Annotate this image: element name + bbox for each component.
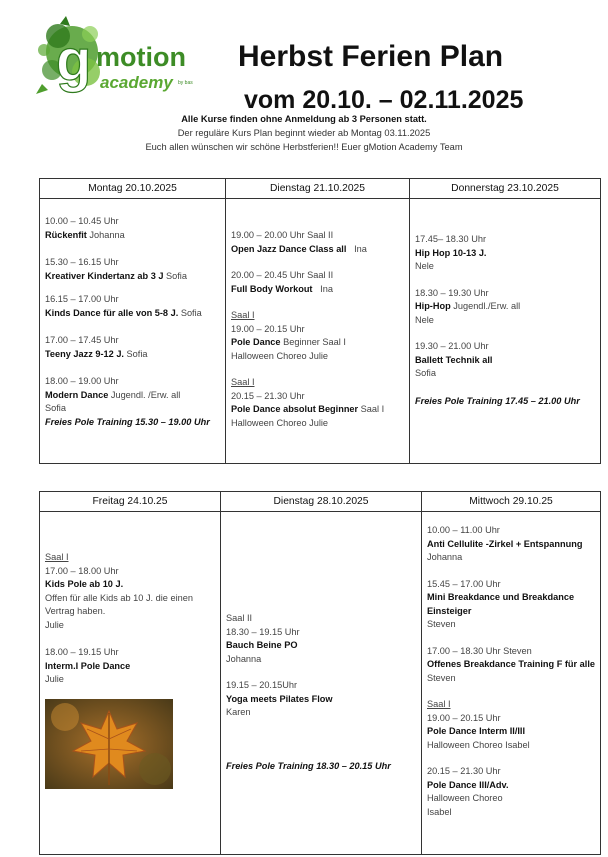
logo-sub: academy <box>100 73 173 92</box>
room: Saal I <box>427 699 451 709</box>
class-name: Pole Dance III/Adv. <box>427 779 509 790</box>
time: 10.00 – 10.45 Uhr <box>45 216 119 226</box>
time: 18.00 – 19.15 Uhr <box>45 647 119 657</box>
trainer: Steven <box>427 672 456 683</box>
room: Saal I <box>231 310 255 320</box>
free-pole-training: Freies Pole Training 15.30 – 19.00 Uhr <box>45 416 210 427</box>
class-name: Open Jazz Dance Class all <box>231 243 347 254</box>
time: 19.00 – 20.15 Uhr <box>231 323 305 334</box>
trainer: Isabel <box>427 806 452 817</box>
header-tuesday: Dienstag 21.10.2025 <box>226 179 410 199</box>
logo-word: motion <box>96 42 186 72</box>
time: 17.00 – 18.30 Uhr Steven <box>427 645 532 656</box>
class-name: Full Body Workout <box>231 283 313 294</box>
note: Halloween Choreo <box>427 793 503 803</box>
trainer: Sofia <box>124 348 148 359</box>
class-name: Pole Dance <box>231 337 281 347</box>
header-thursday: Donnerstag 23.10.2025 <box>410 179 601 199</box>
time: 16.15 – 17.00 Uhr <box>45 294 119 304</box>
free-pole-training: Freies Pole Training 17.45 – 21.00 Uhr <box>415 395 580 406</box>
trainer: Nele <box>415 261 434 271</box>
trainer: Ina <box>346 243 367 254</box>
time: 19.30 – 21.00 Uhr <box>415 341 489 351</box>
gmotion-academy-logo <box>30 14 200 106</box>
time: 17.00 – 17.45 Uhr <box>45 335 119 345</box>
class-name: Rückenfit <box>45 229 87 240</box>
class-name: Kids Pole ab 10 J. <box>45 579 124 589</box>
time: 15.45 – 17.00 Uhr <box>427 578 501 589</box>
class-name: Ballett Technik all <box>415 354 493 365</box>
room: Saal I <box>45 552 69 562</box>
monday-cell <box>40 199 226 464</box>
trainer: Sofia <box>178 307 202 318</box>
schedule-table-week2 <box>39 491 601 855</box>
note: Halloween Choreo Isabel <box>427 739 530 750</box>
autumn-leaf-image <box>45 699 173 789</box>
trainer: Sofia <box>163 270 187 281</box>
time: 17.00 – 18.00 Uhr <box>45 565 119 576</box>
thursday-cell <box>410 199 601 464</box>
trainer: Nele <box>415 314 434 325</box>
header-tuesday-2: Dienstag 28.10.2025 <box>221 492 422 512</box>
note: Halloween Choreo Julie <box>231 417 329 428</box>
trainer: Ina <box>312 283 333 294</box>
header-monday: Montag 20.10.2025 <box>40 179 226 199</box>
intro-line-3: Euch allen wünschen wir schöne Herbstferien!! Euer gMotion Academy Team <box>145 142 463 152</box>
page-title: Herbst Ferien Plan <box>238 40 504 73</box>
class-name: Modern Dance <box>45 389 109 400</box>
schedule-table-week1 <box>39 178 601 464</box>
time: 19.00 – 20.00 Uhr Saal II <box>231 230 334 240</box>
class-name: Anti Cellulite -Zirkel + Entspannung <box>427 538 583 549</box>
class-name: Kinds Dance für alle von 5-8 J. <box>45 307 179 318</box>
trainer: Julie <box>45 619 64 630</box>
intro-line-1: Alle Kurse finden ohne Anmeldung ab 3 Personen statt. <box>181 114 427 124</box>
note: Offen für alle Kids ab 10 J. die einen Vertrag haben. <box>45 592 193 616</box>
trainer: Jugendl. /Erw. all <box>108 389 181 400</box>
level: Beginner Saal I <box>280 337 346 347</box>
logo-g: g <box>56 28 92 93</box>
trainer: Julie <box>45 674 64 684</box>
class-name: Pole Dance Interm II/III <box>427 726 526 736</box>
header-friday: Freitag 24.10.25 <box>40 492 221 512</box>
class-name: Interm.I Pole Dance <box>45 660 131 671</box>
time: 18.30 – 19.30 Uhr <box>415 287 489 298</box>
class-name: Bauch Beine PO <box>226 640 298 650</box>
free-pole-training: Freies Pole Training 18.30 – 20.15 Uhr <box>226 760 391 771</box>
time: 18.30 – 19.15 Uhr <box>226 626 300 637</box>
trainer: Johanna <box>86 229 125 240</box>
class-name: Hip-Hop <box>415 301 451 311</box>
class-name: Mini Breakdance und Breakdance Einsteiger <box>427 592 575 616</box>
tuesday-cell <box>226 199 410 464</box>
time: 20.15 – 21.30 Uhr <box>427 766 501 776</box>
time: 20.15 – 21.30 Uhr <box>231 390 305 401</box>
class-name: Kreativer Kindertanz ab 3 J <box>45 270 164 281</box>
time: 10.00 – 11.00 Uhr <box>427 525 500 535</box>
trainer: Sofia <box>415 368 436 378</box>
tuesday2-cell <box>221 512 422 855</box>
trainer: Sofia <box>45 403 66 413</box>
time: 15.30 – 16.15 Uhr <box>45 257 119 267</box>
trainer: Johanna <box>226 653 262 664</box>
note: Halloween Choreo Julie <box>231 350 329 361</box>
header-wednesday: Mittwoch 29.10.25 <box>422 492 601 512</box>
trainer: Johanna <box>427 552 463 562</box>
class-name: Hip Hop 10-13 J. <box>415 247 487 258</box>
trainer: Karen <box>226 707 251 717</box>
friday-cell <box>40 512 221 855</box>
time: 20.00 – 20.45 Uhr Saal II <box>231 270 334 280</box>
time: 17.45– 18.30 Uhr <box>415 234 487 244</box>
time: 18.00 – 19.00 Uhr <box>45 376 119 386</box>
room: Saal I <box>231 377 255 387</box>
time: 19.00 – 20.15 Uhr <box>427 712 501 723</box>
time: 19.15 – 20.15Uhr <box>226 680 298 690</box>
trainer: Steven <box>427 619 456 629</box>
room: Saal II <box>226 613 253 623</box>
wednesday-cell <box>422 512 601 855</box>
room: Saal I <box>358 404 385 414</box>
class-name: Pole Dance absolut Beginner <box>231 404 359 414</box>
class-name: Yoga meets Pilates Flow <box>226 693 333 704</box>
level: Jugendl./Erw. all <box>450 301 521 311</box>
class-name: Offenes Breakdance Training F für alle <box>427 659 595 669</box>
class-name: Teeny Jazz 9-12 J. <box>45 348 124 359</box>
intro-line-2: Der reguläre Kurs Plan beginnt wieder ab Montag 03.11.2025 <box>177 128 431 138</box>
logo-tiny: by bas <box>178 80 193 86</box>
date-range: vom 20.10. – 02.11.2025 <box>244 86 524 114</box>
